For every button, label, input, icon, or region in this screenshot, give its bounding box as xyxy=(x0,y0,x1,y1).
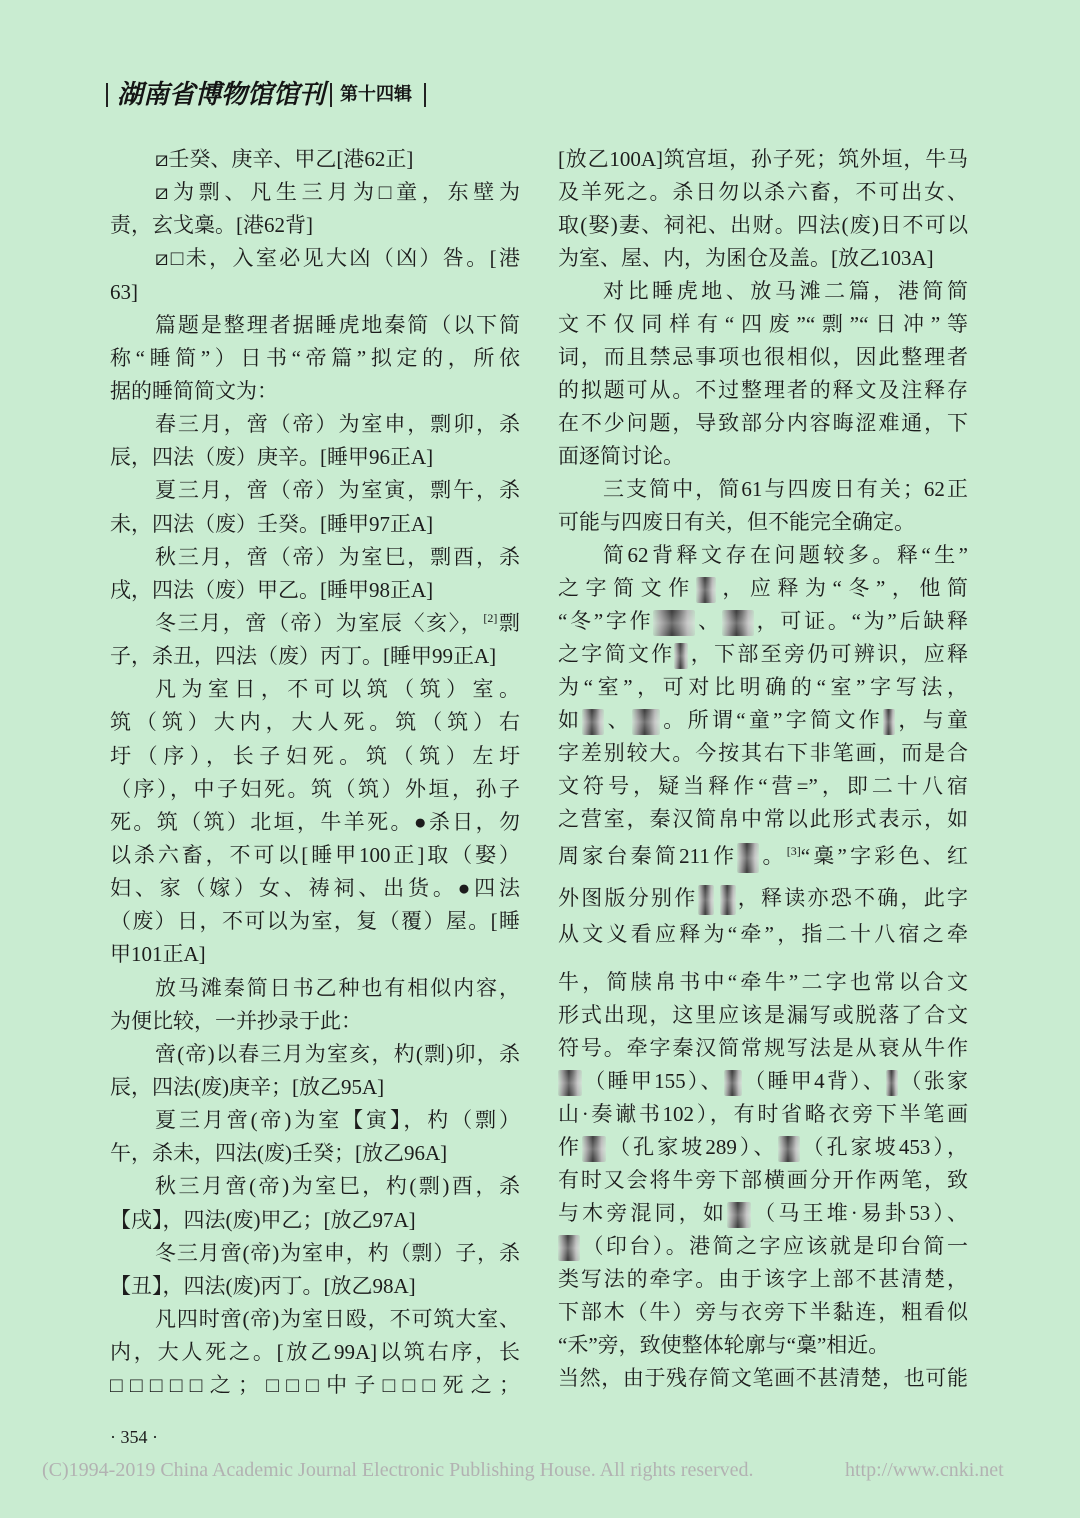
text-segment: 。所谓“童”字简文作 xyxy=(659,708,884,732)
text-line: 形式出现，这里应该是漏写或脱落了合文 xyxy=(558,1003,968,1027)
text-segment: ，可证。“为”后缺释 xyxy=(753,609,968,633)
text-segment: 之字简文作 xyxy=(558,576,696,600)
text-line xyxy=(558,704,968,737)
slip-character-image xyxy=(727,1202,751,1228)
footer-link[interactable]: http://www.cnki.net xyxy=(845,1459,1004,1481)
slip-character-image xyxy=(632,709,660,735)
text-line: 【戌】，四法(废)甲乙；[放乙97A] xyxy=(110,1207,416,1232)
text-line: 牛，简牍帛书中“牵牛”二字也常以合文 xyxy=(558,970,968,994)
text-segment: 、 xyxy=(695,609,722,633)
text-segment: 之字简文作 xyxy=(558,642,675,666)
text-line: 辰，四法（废）庚辛。[睡甲96正A] xyxy=(110,445,434,470)
text-line xyxy=(558,1197,968,1230)
text-segment: ，与童 xyxy=(895,708,969,732)
text-line: 有时又会将牛旁下部横画分开作两笔，致 xyxy=(558,1168,968,1192)
slip-character-image xyxy=(698,885,714,915)
text-segment: （孔家坡453）， xyxy=(799,1135,968,1159)
text-segment: 剽 xyxy=(497,610,520,635)
text-segment: 周家台秦简211作 xyxy=(558,844,738,868)
text-line: 圩（序），长子妇死。筑（筑）左圩 xyxy=(110,743,520,768)
text-segment: “稾”字彩色、红 xyxy=(800,844,968,868)
text-line: “禾”旁，致使整体轮廓与“稾”相近。 xyxy=(558,1333,890,1357)
slip-character-image xyxy=(674,643,688,669)
slip-character-image xyxy=(886,1070,898,1096)
text-line: 妇、家（嫁）女、祷祠、出货。●四法 xyxy=(110,876,520,901)
slip-character-image xyxy=(778,1136,800,1162)
text-line: 据的睡简简文为： xyxy=(110,378,278,403)
header-divider xyxy=(330,83,332,107)
text-line: （序），中子妇死。筑（筑）外垣，孙子 xyxy=(110,776,520,801)
text-segment: 作 xyxy=(558,1135,583,1159)
text-segment: 外图版分别作 xyxy=(558,886,698,910)
slip-character-image xyxy=(582,709,604,735)
text-line: （废）日，不可以为室，复（覆）屋。[睡 xyxy=(110,909,520,934)
copyright-notice: (C)1994-2019 China Academic Journal Electronic Publishing House. All rights reserved. xyxy=(42,1459,754,1481)
slip-character-image xyxy=(724,1070,742,1096)
text-line: 从文义看应释为“牵”，指二十八宿之牵 xyxy=(558,922,968,946)
footnote-ref: [3] xyxy=(786,844,801,858)
text-line: [放乙100A]筑宫垣，孙子死；筑外垣，牛马 xyxy=(558,147,968,171)
text-line: □□□□□之；□□□中子□□□死之； xyxy=(110,1373,520,1398)
text-line: 之营室，秦汉简帛中常以此形式表示，如 xyxy=(558,807,968,831)
text-line: 称“睡简”）日书“帝篇”拟定的，所依 xyxy=(110,345,520,370)
text-line: 【丑】，四法(废)丙丁。[放乙98A] xyxy=(110,1273,416,1298)
text-segment: （张家 xyxy=(898,1069,969,1093)
text-line xyxy=(558,572,968,605)
text-line: 在不少问题，导致部分内容晦涩难通，下 xyxy=(558,411,968,435)
text-line: 甲101正A] xyxy=(110,942,206,967)
text-line: 简62背释文存在问题较多。释“生” xyxy=(603,543,968,567)
text-segment: ，释读亦恐不确，此字 xyxy=(735,886,968,910)
text-line: 凡为室日，不可以筑（筑）室。 xyxy=(155,677,520,702)
header-divider xyxy=(424,83,426,107)
text-line: 夏三月啻(帝)为室【寅】，杓（剽） xyxy=(155,1108,520,1133)
text-line: 午，杀未，四法(废)壬癸；[放乙96A] xyxy=(110,1141,448,1166)
text-line: 秋三月啻(帝)为室巳，杓(剽)酉，杀 xyxy=(155,1174,520,1199)
text-segment: 。 xyxy=(759,844,787,868)
text-line: 的拟题可从。不过整理者的释文及注释存 xyxy=(558,378,968,402)
text-segment: （孔家坡289）、 xyxy=(606,1135,778,1159)
text-line: 词，而且禁忌事项也很相似，因此整理者 xyxy=(558,345,968,369)
text-segment: （马王堆·易卦53）、 xyxy=(751,1201,968,1225)
text-segment: （印台）。港简之字应该就是印台简一 xyxy=(580,1234,968,1258)
text-line: 秋三月，啻（帝）为室巳，剽酉，杀 xyxy=(155,544,520,569)
text-line: 啻(帝)以春三月为室亥，杓(剽)卯，杀 xyxy=(155,1041,520,1066)
slip-character-image xyxy=(582,1136,606,1162)
page-number: · 354 · xyxy=(110,1427,158,1447)
text-line: 文不仅同样有“四废”“剽”“日冲”等 xyxy=(558,312,968,336)
text-line: ⧄壬癸、庚辛、甲乙[港62正] xyxy=(155,147,414,171)
text-segment: （睡甲155）、 xyxy=(582,1069,724,1093)
text-segment: ，下部至旁仍可辨识，应释 xyxy=(688,642,969,666)
text-line: 类写法的牵字。由于该字上部不甚清楚， xyxy=(558,1267,968,1291)
issue-label: 第十四辑 xyxy=(340,84,413,105)
text-line xyxy=(558,1230,968,1263)
text-line: 三支简中，简61与四废日有关；62正 xyxy=(603,477,968,501)
slip-character-image xyxy=(722,610,754,636)
text-line: 夏三月，啻（帝）为室寅，剽午，杀 xyxy=(155,478,520,503)
text-line: 责，玄戈稾。[港62背] xyxy=(110,213,313,238)
text-line: 辰，四法(废)庚辛；[放乙95A] xyxy=(110,1074,385,1099)
slip-character-image xyxy=(737,843,759,873)
right-column xyxy=(558,143,968,1395)
slip-character-image xyxy=(696,577,716,603)
text-segment: 、 xyxy=(604,708,632,732)
text-line: 为室、屋、内，为囷仓及盖。[放乙103A] xyxy=(558,246,934,270)
text-segment: 与木旁混同，如 xyxy=(558,1201,728,1225)
text-line: 内，大人死之。[放乙99A]以筑右序，长 xyxy=(110,1340,520,1365)
text-line: ⧄为剽、凡生三月为□童，东壁为 xyxy=(155,180,520,205)
header-divider xyxy=(106,83,108,107)
text-line xyxy=(558,1065,968,1098)
text-segment: 冬三月，啻（帝）为室辰〈亥〉， xyxy=(155,610,484,635)
text-line xyxy=(558,638,968,671)
text-line: 子，杀丑，四法（废）丙丁。[睡甲99正A] xyxy=(110,644,497,669)
text-line: 文符号，疑当释作“营=”，即二十八宿 xyxy=(558,774,968,798)
text-line xyxy=(558,1131,968,1164)
slip-character-image xyxy=(653,610,695,636)
slip-character-image xyxy=(720,885,736,915)
text-line: 未，四法（废）壬癸。[睡甲97正A] xyxy=(110,511,434,536)
text-line: 死。筑（筑）北垣，牛羊死。●杀日，勿 xyxy=(110,809,520,834)
text-line: 下部木（牛）旁与衣旁下半黏连，粗看似 xyxy=(558,1300,968,1324)
left-column xyxy=(110,143,520,1402)
slip-character-image xyxy=(558,1235,580,1261)
footnote-ref: [2] xyxy=(483,610,498,625)
text-line: 戌，四法（废）甲乙。[睡甲98正A] xyxy=(110,577,434,602)
text-line: 山·奏谳书102），有时省略衣旁下半笔画 xyxy=(558,1102,968,1126)
text-line: 凡四时啻(帝)为室日殴，不可筑大室、 xyxy=(155,1306,520,1331)
slip-character-image xyxy=(883,709,895,735)
text-line: 筑（筑）大内，大人死。筑（筑）右 xyxy=(110,710,520,735)
text-line: 当然，由于残存简文笔画不甚清楚，也可能 xyxy=(558,1366,968,1390)
text-segment: 如 xyxy=(558,708,583,732)
text-line xyxy=(110,607,520,640)
text-line: 字差别较大。今按其右下非笔画，而是合 xyxy=(558,741,968,765)
text-segment: “冬”字作 xyxy=(558,609,654,633)
text-line: 63] xyxy=(110,279,138,304)
running-header xyxy=(106,80,426,110)
text-line: 春三月，啻（帝）为室申，剽卯，杀 xyxy=(155,412,520,437)
text-line: 放马滩秦简日书乙种也有相似内容， xyxy=(155,975,520,1000)
text-line: 为“室”，可对比明确的“室”字写法， xyxy=(558,675,968,699)
text-line: 符号。牵字秦汉简常规写法是从衰从牛作 xyxy=(558,1036,968,1060)
text-segment: ，应释为“冬”，他简 xyxy=(715,576,968,600)
text-line xyxy=(558,840,968,873)
text-line xyxy=(558,882,968,915)
text-line: 及羊死之。杀日勿以杀六畜，不可出女、 xyxy=(558,180,968,204)
text-line: ⧄□未，入室必见大凶（凶）咎。[港 xyxy=(155,246,520,271)
text-line xyxy=(558,605,968,638)
text-line: 取(娶)妻、祠祀、出财。四法(废)日不可以 xyxy=(558,213,968,237)
text-line: 面逐简讨论。 xyxy=(558,444,684,468)
text-line: 冬三月啻(帝)为室申，杓（剽）子，杀 xyxy=(155,1240,520,1265)
slip-character-image xyxy=(558,1070,582,1096)
text-line: 对比睡虎地、放马滩二篇，港简简 xyxy=(603,279,968,303)
text-line: 为便比较，一并抄录于此： xyxy=(110,1008,362,1033)
text-line: 可能与四废日有关，但不能完全确定。 xyxy=(558,510,915,534)
text-segment: （睡甲4背）、 xyxy=(741,1069,887,1093)
text-line: 以杀六畜，不可以[睡甲100正]取（娶） xyxy=(110,842,520,867)
journal-title: 湖南省博物馆馆刊 xyxy=(117,80,326,110)
text-line: 篇题是整理者据睡虎地秦简（以下简 xyxy=(155,312,520,337)
